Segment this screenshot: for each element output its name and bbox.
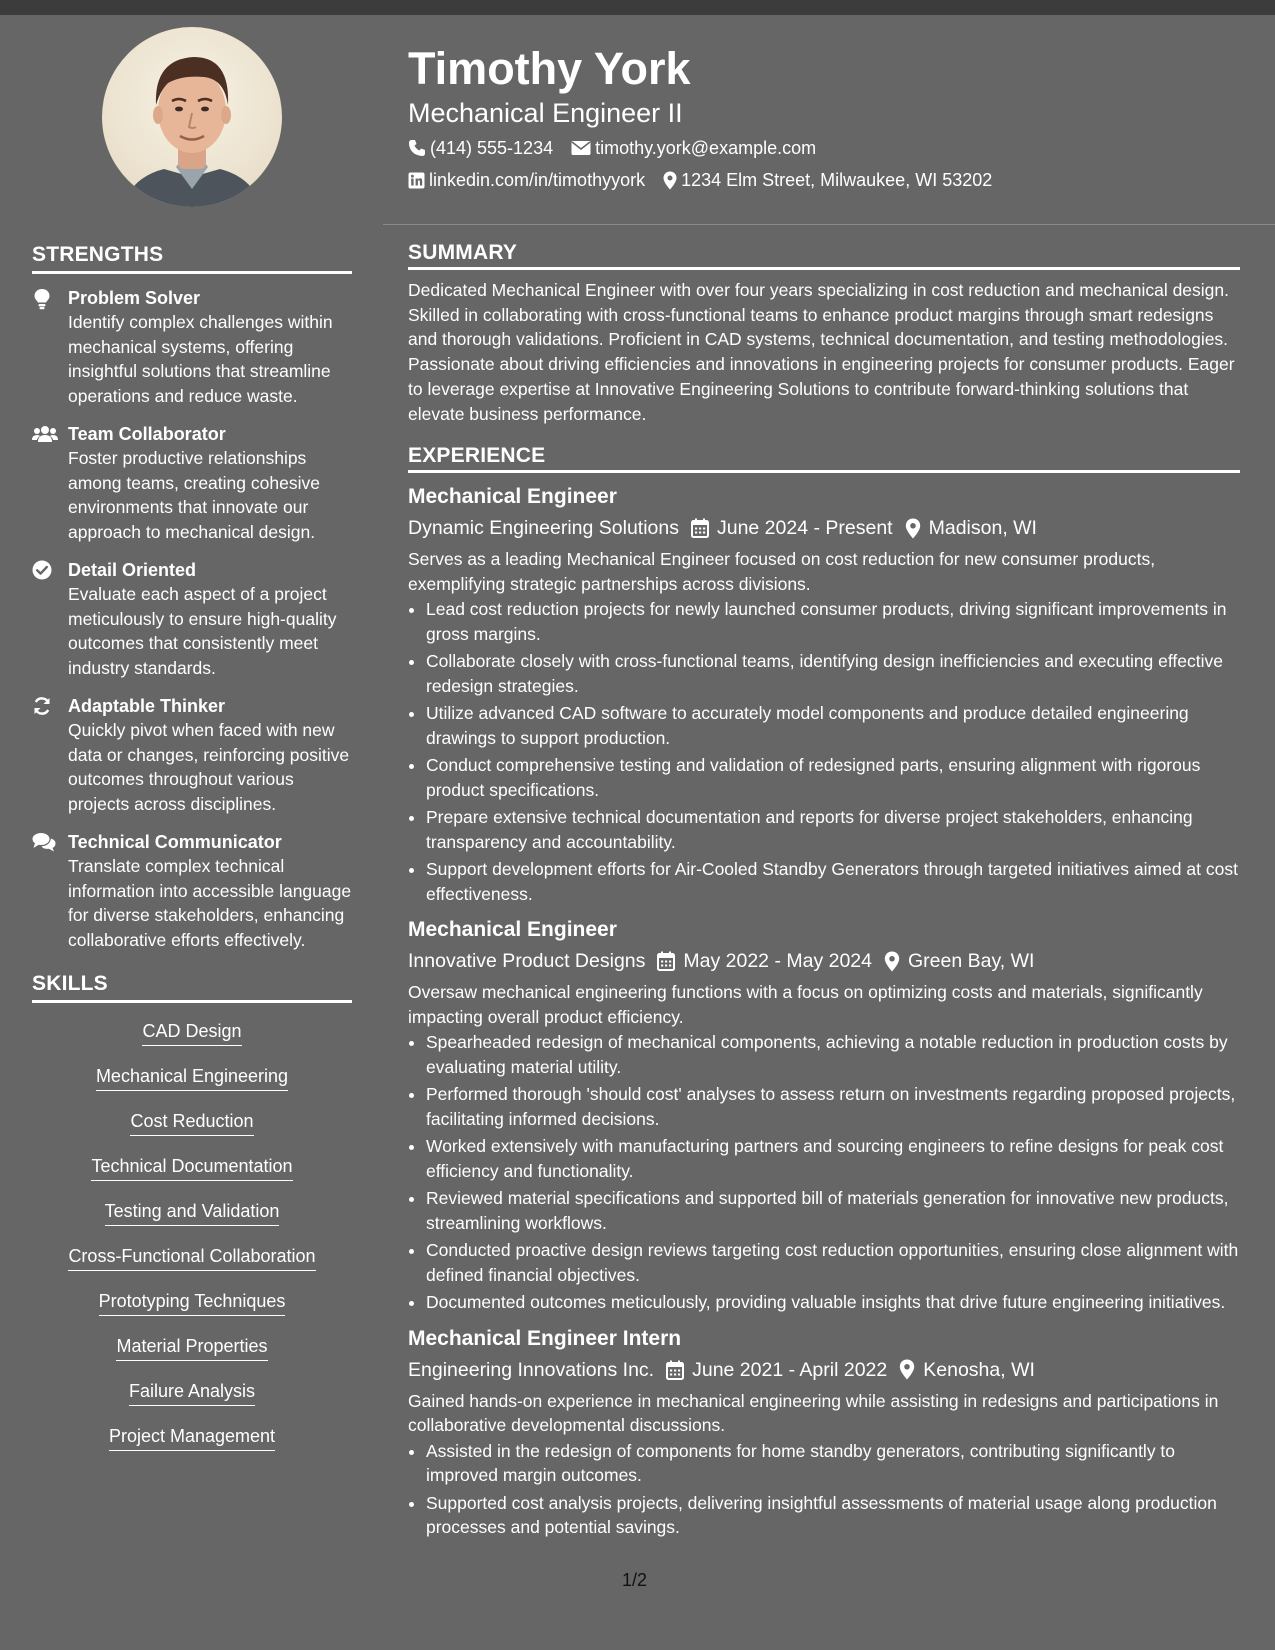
header-divider [383,224,1275,225]
company-name: Innovative Product Designs [408,950,646,973]
job-meta [408,1355,1240,1385]
job-title: Mechanical Engineer [408,485,617,509]
location-pin-icon [899,1359,915,1380]
job-bullets [408,1439,1240,1540]
calendar-icon [657,951,675,971]
job-title: Mechanical Engineer [408,918,617,942]
job-entry [408,916,1240,1315]
skill-tag: Material Properties [116,1334,267,1361]
strengths-section [32,243,352,952]
strength-title: Technical Communicator [68,832,282,852]
job-dates-text: June 2021 - April 2022 [692,1358,888,1381]
page-number: 1/2 [622,1570,648,1590]
job-title: Mechanical Engineer Intern [408,1326,682,1350]
job-dates-text: May 2022 - May 2024 [683,950,872,973]
bullet-item: • Supported cost analysis projects, delivering insightful assessments of material usage along production processes and potential savings. [426,1491,1240,1540]
bullet-item: • Worked extensively with manufacturing partners and sourcing engineers to refine designs for peak cost efficiency and functionality. [426,1134,1240,1183]
skills-section [32,972,352,1469]
skill-tag: Cost Reduction [130,1109,253,1136]
summary-section [408,241,1240,426]
summary-heading: SUMMARY [408,241,1240,270]
phone-text: (414) 555-1234 [430,138,554,158]
linkedin-icon [408,172,425,189]
bullet-item: • Assisted in the redesign of components for home standby generators, contributing significantly to improved margin outcomes. [426,1439,1240,1488]
skill-tag: Failure Analysis [129,1379,255,1406]
strength-item [32,286,352,408]
bullet-item: • Prepare extensive technical documentation and reports for diverse project stakeholders, enhancing transparency and accountability. [426,805,1240,854]
profile-photo [102,27,282,207]
bullet-item: • Performed thorough 'should cost' analyses to assess return on investments regarding proposed projects, facilitating informed decisions. [426,1082,1240,1131]
strength-item [32,422,352,544]
strength-title: Adaptable Thinker [68,696,226,716]
skill-tag: Prototyping Techniques [99,1289,286,1316]
job-dates [666,1355,887,1385]
company-name: Dynamic Engineering Solutions [408,517,679,540]
job-dates [691,513,893,543]
linkedin-text[interactable]: linkedin.com/in/timothyyork [429,170,646,190]
team-icon [32,422,68,544]
address-text: 1234 Elm Street, Milwaukee, WI 53202 [681,170,993,190]
job-location [884,946,1034,976]
linkedin-contact[interactable] [408,166,645,194]
bullet-item: • Utilize advanced CAD software to accurately model components and produce detailed engineering drawings to support production. [426,701,1240,750]
email-text[interactable]: timothy.york@example.com [595,138,817,158]
resume-header [408,40,1248,194]
strength-title: Detail Oriented [68,560,197,580]
skill-tag: Testing and Validation [105,1199,280,1226]
top-bar [0,0,1275,15]
bullet-item: • Support development efforts for Air-Cooled Standby Generators through targeted initiatives aimed at cost effectiveness. [426,857,1240,906]
sidebar [32,27,352,1469]
job-bullets [408,597,1240,906]
skill-tag: Mechanical Engineering [96,1064,288,1091]
lightbulb-icon [32,286,68,408]
strength-description: Identify complex challenges within mechanical systems, offering insightful solutions that streamline operations and reduce waste. [68,312,333,406]
job-location [905,513,1037,543]
job-bullets [408,1030,1240,1315]
phone-contact [408,134,553,162]
job-location-text: Madison, WI [928,517,1037,540]
bullet-item: • Conduct comprehensive testing and validation of redesigned parts, ensuring alignment with rigorous product specifications. [426,753,1240,802]
location-pin-icon [884,951,900,972]
contact-row [408,134,1248,162]
strength-description: Translate complex technical information into accessible language for diverse stakeholders, enhancing collaborative efforts effectively. [68,856,352,950]
job-entry [408,1325,1240,1540]
bullet-item: • Collaborate closely with cross-functional teams, identifying design inefficiencies and executing effective redesign strategies. [426,649,1240,698]
job-dates-text: June 2024 - Present [716,517,893,540]
calendar-icon [691,518,709,538]
bullet-item: • Lead cost reduction projects for newly launched consumer products, driving significant improvements in gross margins. [426,597,1240,646]
location-pin-icon [663,171,677,190]
strength-item [32,558,352,680]
strength-title: Team Collaborator [68,424,226,444]
bullet-item: • Documented outcomes meticulously, providing valuable insights that drive future engineering initiatives. [426,1290,1240,1315]
job-role: Mechanical Engineer II [408,98,683,128]
summary-text: Dedicated Mechanical Engineer with over four years specializing in cost reduction and mechanical design. Skilled in collaborating with cross-functional teams to enhance product margins through smart redesigns and thorough validations. Proficient in CAD systems, technical documentation, and testing methodologies. Passionate about driving efficiencies and innovations in engineering projects for consumer products. Eager to leverage expertise at Innovative Engineering Solutions to contribute forward-thinking solutions that elevate business performance. [408,280,1235,424]
strength-description: Evaluate each aspect of a project meticulously to ensure high-quality outcomes that consistently meet industry standards. [68,584,337,678]
skill-tag: CAD Design [142,1019,241,1046]
job-meta [408,946,1240,976]
strength-item [32,694,352,816]
refresh-icon [32,694,68,816]
main-content [408,241,1240,1543]
strength-item [32,830,352,952]
strengths-heading: STRENGTHS [32,243,352,274]
strength-title: Problem Solver [68,288,201,308]
skill-tag: Technical Documentation [91,1154,292,1181]
chat-icon [32,830,68,952]
experience-section [408,444,1240,1540]
job-location-text: Green Bay, WI [908,950,1035,973]
bullet-item: • Spearheaded redesign of mechanical components, achieving a notable reduction in production costs by evaluating material utility. [426,1030,1240,1079]
company-name: Engineering Innovations Inc. [408,1358,655,1381]
skills-heading: SKILLS [32,972,352,1003]
bullet-item: • Reviewed material specifications and supported bill of materials generation for innovative new products, streamlining workflows. [426,1186,1240,1235]
job-description: Gained hands-on experience in mechanical engineering while assisting in redesigns and participations in collaborative developmental discussions. [408,1390,1219,1436]
contact-row [408,166,1248,194]
email-contact[interactable] [571,134,816,162]
job-description: Oversaw mechanical engineering functions with a focus on optimizing costs and materials, significantly impacting overall product efficiency. [408,982,1203,1027]
address-contact [663,166,992,194]
phone-icon [408,139,426,157]
envelope-icon [571,140,591,156]
job-dates [657,946,872,976]
experience-heading: EXPERIENCE [408,444,1240,473]
candidate-name: Timothy York [408,43,691,94]
job-entry [408,483,1240,906]
skills-list [32,1015,352,1469]
strength-description: Quickly pivot when faced with new data or changes, reinforcing positive outcomes throughout various projects across disciplines. [68,720,350,814]
check-circle-icon [32,558,68,680]
location-pin-icon [905,518,921,539]
job-description: Serves as a leading Mechanical Engineer focused on cost reduction for new consumer products, exemplifying strategic partnerships across divisions. [408,549,1156,594]
job-location [899,1355,1035,1385]
job-meta [408,513,1240,543]
strength-description: Foster productive relationships among teams, creating cohesive environments that innovate our approach to mechanical design. [68,448,320,542]
skill-tag: Project Management [109,1424,275,1451]
bullet-item: • Conducted proactive design reviews targeting cost reduction opportunities, ensuring close alignment with defined financial objectives. [426,1238,1240,1287]
calendar-icon [666,1360,684,1380]
skill-tag: Cross-Functional Collaboration [68,1244,315,1271]
job-location-text: Kenosha, WI [923,1358,1035,1381]
